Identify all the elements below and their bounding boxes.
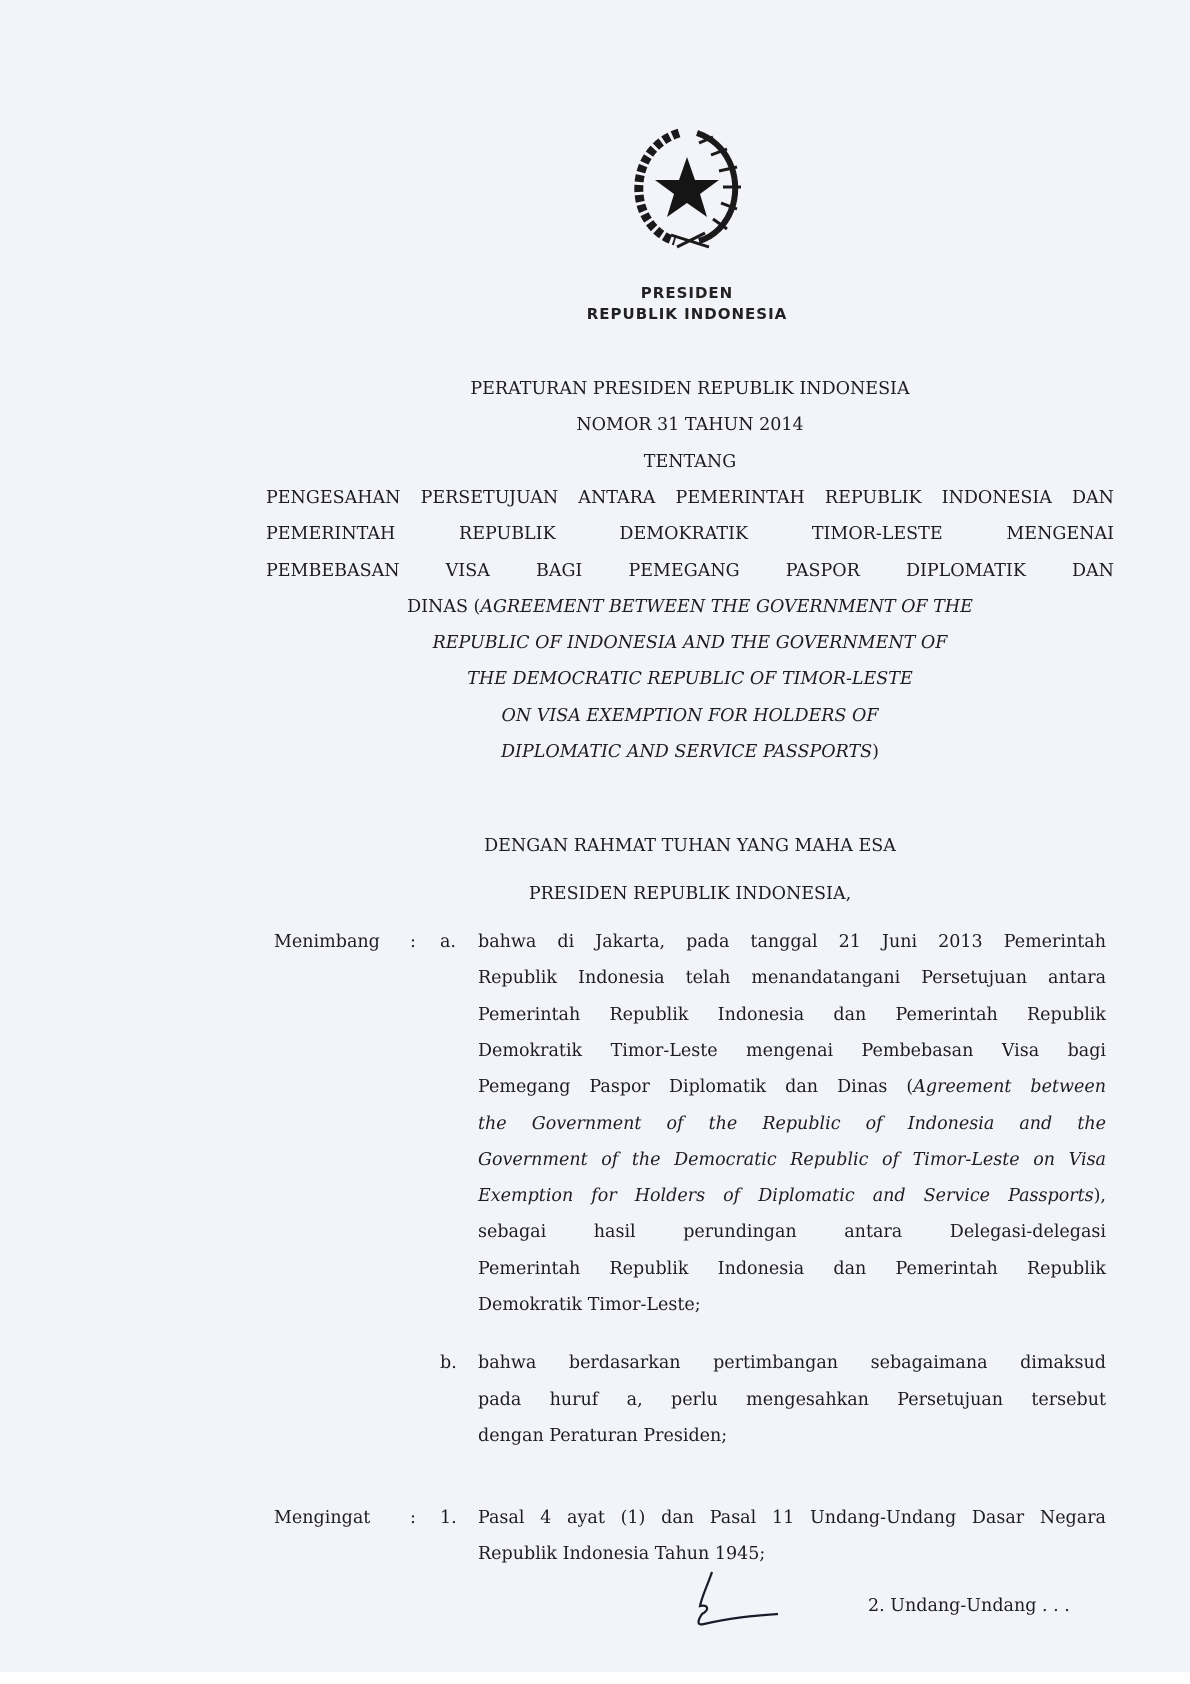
text-segment: Republik Indonesia telah menandatangani Persetujuan antara xyxy=(478,968,1106,989)
text-segment: PEMBEBASAN VISA BAGI PEMEGANG PASPOR DIPLOMATIK DAN xyxy=(266,560,1114,581)
menimbang-label: Menimbang xyxy=(274,932,380,952)
text-segment: PERATURAN PRESIDEN REPUBLIK INDONESIA xyxy=(470,379,910,399)
title-line xyxy=(266,631,1114,655)
list-item-line xyxy=(478,1003,1106,1027)
text-segment: bahwa di Jakarta, pada tanggal 21 Juni 2013 Pemerintah xyxy=(478,932,1106,952)
list-item-line xyxy=(478,1075,1106,1099)
text-segment: ON VISA EXEMPTION FOR HOLDERS OF xyxy=(501,705,879,726)
list-item-line xyxy=(478,1388,1106,1412)
list-item-line xyxy=(478,1220,1106,1244)
text-segment: THE DEMOCRATIC REPUBLIC OF TIMOR-LESTE xyxy=(467,669,913,690)
title-line xyxy=(266,740,1114,764)
title-line xyxy=(266,595,1114,619)
list-item-line xyxy=(478,930,1106,954)
text-segment: ), xyxy=(1093,1186,1106,1207)
text-segment: Agreement between xyxy=(913,1077,1106,1098)
title-line xyxy=(266,377,1114,401)
text-segment: Pemerintah Republik Indonesia dan Pemerintah Republik xyxy=(478,1004,1106,1025)
text-segment: REPUBLIC OF INDONESIA AND THE GOVERNMENT OF xyxy=(432,633,948,654)
text-segment: Pemegang Paspor Diplomatik dan Dinas ( xyxy=(478,1077,914,1098)
text-segment: Pasal 4 ayat (1) dan Pasal 11 Undang-Undang Dasar Negara xyxy=(478,1508,1106,1528)
text-segment: TENTANG xyxy=(643,451,737,472)
list-item-line xyxy=(478,1506,1106,1530)
text-segment: the Government of the Republic of Indonesia and the xyxy=(478,1113,1106,1134)
text-segment: DIPLOMATIC AND SERVICE PASSPORTS xyxy=(501,742,873,762)
list-item-line xyxy=(478,1257,1106,1281)
text-segment: bahwa berdasarkan pertimbangan sebagaimana dimaksud xyxy=(478,1353,1106,1374)
preamble-line-1: DENGAN RAHMAT TUHAN YANG MAHA ESA xyxy=(484,836,896,856)
title-line xyxy=(266,413,1114,437)
list-item-line xyxy=(478,1112,1106,1136)
list-item-line xyxy=(478,1542,1106,1566)
text-segment: Republik Indonesia Tahun 1945; xyxy=(478,1544,766,1565)
text-segment: NOMOR 31 TAHUN 2014 xyxy=(576,415,804,436)
text-segment: dengan Peraturan Presiden; xyxy=(478,1425,728,1446)
presidential-emblem-icon xyxy=(627,125,747,250)
title-line xyxy=(266,704,1114,728)
text-segment: DINAS ( xyxy=(407,596,481,617)
title-line xyxy=(266,667,1114,691)
list-item-line xyxy=(478,1293,1106,1317)
mengingat-label: Mengingat xyxy=(274,1508,371,1528)
list-marker: 1. xyxy=(440,1508,457,1528)
mengingat-colon: : xyxy=(410,1508,416,1528)
title-line xyxy=(266,450,1114,474)
list-item-line xyxy=(478,1039,1106,1063)
text-segment: AGREEMENT BETWEEN THE GOVERNMENT OF THE xyxy=(480,596,973,617)
signature-initial xyxy=(690,1570,790,1630)
list-marker: a. xyxy=(440,932,456,952)
title-line xyxy=(266,522,1114,546)
text-segment: PEMERINTAH REPUBLIK DEMOKRATIK TIMOR-LESTE MENGENAI xyxy=(266,524,1114,545)
list-item-line xyxy=(478,1424,1106,1448)
list-item-line xyxy=(478,1148,1106,1172)
title-line xyxy=(266,486,1114,510)
list-marker: b. xyxy=(440,1353,457,1374)
text-segment: Demokratik Timor-Leste; xyxy=(478,1295,701,1315)
text-segment: PENGESAHAN PERSETUJUAN ANTARA PEMERINTAH REPUBLIK INDONESIA DAN xyxy=(266,487,1114,508)
list-item-line xyxy=(478,966,1106,990)
preamble-line-2: PRESIDEN REPUBLIK INDONESIA, xyxy=(528,884,852,904)
text-segment: Pemerintah Republik Indonesia dan Pemerintah Republik xyxy=(478,1258,1106,1279)
text-segment: Demokratik Timor-Leste mengenai Pembebasan Visa bagi xyxy=(478,1040,1106,1061)
letterhead-subtitle: REPUBLIK INDONESIA xyxy=(586,305,788,323)
text-segment: Government of the Democratic Republic of Timor-Leste on Visa xyxy=(478,1149,1106,1170)
menimbang-colon: : xyxy=(410,932,416,952)
list-item-line xyxy=(478,1184,1106,1208)
text-segment: Exemption for Holders of Diplomatic and Service Passports xyxy=(478,1186,1094,1207)
title-line xyxy=(266,559,1114,583)
continuation-text: 2. Undang-Undang . . . xyxy=(868,1596,1070,1616)
text-segment: sebagai hasil perundingan antara Delegasi-delegasi xyxy=(478,1222,1106,1243)
text-segment: ) xyxy=(872,742,879,762)
list-item-line xyxy=(478,1351,1106,1375)
text-segment: pada huruf a, perlu mengesahkan Persetujuan tersebut xyxy=(478,1389,1106,1410)
letterhead-title: PRESIDEN xyxy=(640,284,734,302)
